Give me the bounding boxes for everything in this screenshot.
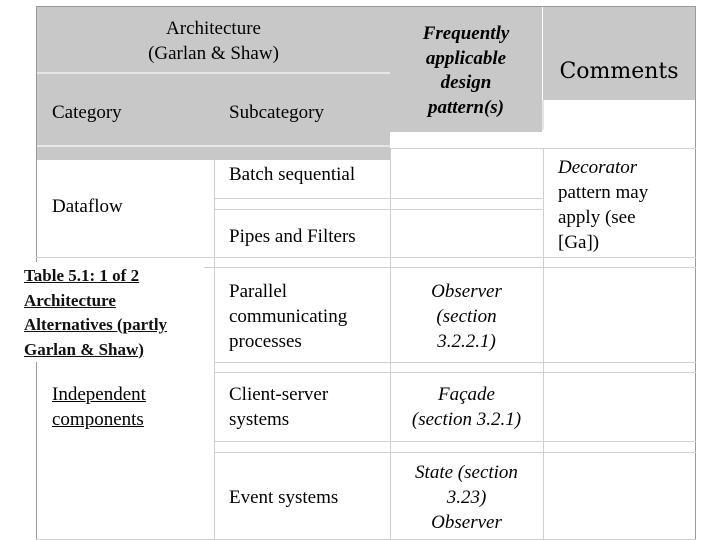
client-server-line: Client-server <box>229 384 329 405</box>
comments-header: Comments <box>559 59 679 84</box>
table-caption <box>24 262 204 362</box>
column-divider <box>543 148 544 540</box>
parallel-processes-subcategory <box>229 279 347 354</box>
pattern-header-line: design <box>440 72 492 93</box>
dataflow-comment-line: pattern may <box>558 182 649 203</box>
row-divider <box>214 209 544 210</box>
row-divider <box>214 198 544 199</box>
parallel-pattern <box>390 279 543 354</box>
pipes-filters-subcategory: Pipes and Filters <box>229 226 356 247</box>
independent-line: components <box>52 409 144 430</box>
dataflow-comment <box>558 155 693 255</box>
parallel-pattern-line: Observer <box>431 281 502 302</box>
dataflow-comment-line: Decorator <box>558 157 638 178</box>
row-divider <box>214 441 696 442</box>
table-border-top <box>36 6 696 7</box>
column-divider <box>214 160 215 540</box>
header-background-comments <box>543 7 695 100</box>
header-rule <box>542 100 544 130</box>
event-pattern-line: Observer <box>431 512 502 533</box>
row-divider <box>214 452 696 453</box>
dataflow-comment-line: apply (see <box>558 207 636 228</box>
client-server-line: systems <box>229 409 290 430</box>
row-divider <box>390 148 696 149</box>
event-systems-subcategory: Event systems <box>229 487 339 508</box>
parallel-pattern-line: (section <box>436 306 497 327</box>
event-pattern-line: State (section <box>415 462 518 483</box>
batch-sequential-subcategory: Batch sequential <box>229 164 356 185</box>
table-border-right <box>695 6 696 540</box>
caption-line: Alternatives (partly <box>24 315 168 334</box>
pattern-header <box>390 22 542 120</box>
caption-line: Table 5.1: 1 of 2 <box>24 266 140 285</box>
row-divider <box>214 372 696 373</box>
subcategory-header: Subcategory <box>229 102 324 123</box>
parallel-line: communicating <box>229 306 348 327</box>
event-pattern-line: 3.23) <box>446 487 487 508</box>
pattern-header-line: pattern(s) <box>428 96 504 118</box>
client-server-subcategory <box>229 382 328 432</box>
row-divider <box>214 362 696 363</box>
header-rule <box>37 72 390 74</box>
event-systems-pattern <box>390 460 543 535</box>
parallel-line: processes <box>229 331 302 352</box>
row-divider <box>36 257 696 258</box>
dataflow-comment-line: [Ga]) <box>558 232 600 253</box>
caption-line: Garlan & Shaw) <box>24 339 144 359</box>
pattern-header-line: applicable <box>425 47 507 69</box>
independent-line: Independent <box>52 384 146 405</box>
architecture-header <box>37 16 390 66</box>
client-server-pattern <box>390 382 543 432</box>
parallel-pattern-line: 3.2.2.1) <box>437 331 496 352</box>
architecture-source: (Garlan & Shaw) <box>148 43 279 64</box>
parallel-line: Parallel <box>229 281 288 302</box>
pattern-header-line: Frequently <box>422 23 510 44</box>
client-pattern-line: Façade <box>438 384 495 405</box>
independent-components-category <box>52 382 146 432</box>
caption-line: Architecture <box>24 290 116 310</box>
architecture-title: Architecture <box>166 18 261 39</box>
client-pattern-line: (section 3.2.1) <box>411 409 522 430</box>
category-header: Category <box>52 102 122 123</box>
dataflow-category: Dataflow <box>52 196 123 217</box>
header-rule <box>37 145 390 147</box>
